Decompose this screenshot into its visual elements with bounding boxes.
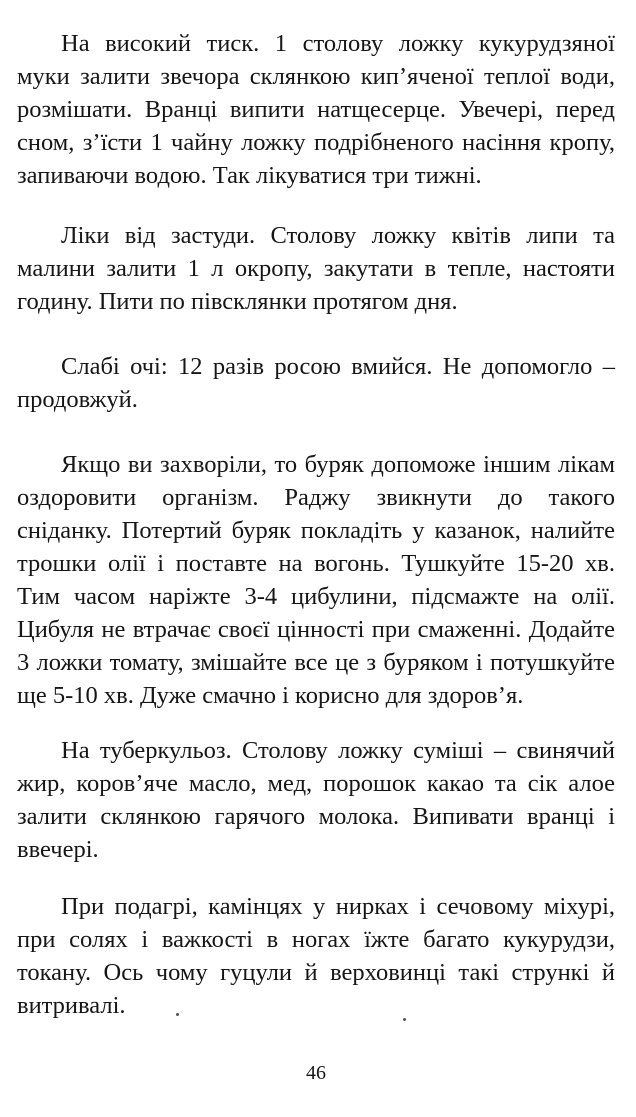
scan-speck <box>403 1018 406 1021</box>
paragraph-beetroot: Якщо ви захворіли, то буряк допоможе іншим лікам оздоровити організм. Раджу звикнути до такого сніданку. Потертий буряк покладіть у казанок, налийте трошки олії і поставте на вогонь. Тушкуйте 15-20 хв. Тим часом наріжте 3-4 цибулини, підсмажте на олії. Цибуля не втрачає своєї цінності при смаженні. Додайте 3 ложки томату, змішайте все це з буряком і потушкуйте ще 5-10 хв. Дуже смачно і корисно для здоров’я. <box>17 451 615 709</box>
page-number: 46 <box>306 1062 326 1084</box>
scan-speck <box>176 1013 179 1016</box>
paragraph-high-blood-pressure: На високий тиск. 1 столову ложку кукурудзяної муки залити звечора склянкою кип’яченої теплої води, розмішати. Вранці випити натщесерце. Увечері, перед сном, з’їсти 1 чайну ложку подрібненого насіння кропу, запиваючи водою. Так лікуватися три тижні. <box>17 30 615 189</box>
paragraph-gout: При подагрі, камінцях у нирках і сечовому міхурі, при солях і важкості в ногах їжте багато кукурудзи, токану. Ось чому гуцули й верховинці такі стрункі й витривалі. <box>17 893 615 1019</box>
paragraph-cold-remedy: Ліки від застуди. Столову ложку квітів липи та малини залити 1 л окропу, закутати в тепле, настояти годину. Пити по півсклянки протягом дня. <box>17 222 615 315</box>
paragraph-tuberculosis: На туберкульоз. Столову ложку суміші – свинячий жир, коров’яче масло, мед, порошок какао та сік алое залити склянкою гарячого молока. Випивати вранці і ввечері. <box>17 737 615 863</box>
paragraph-weak-eyes: Слабі очі: 12 разів росою вмийся. Не допомогло – продовжуй. <box>17 353 615 413</box>
book-page <box>17 0 615 1117</box>
